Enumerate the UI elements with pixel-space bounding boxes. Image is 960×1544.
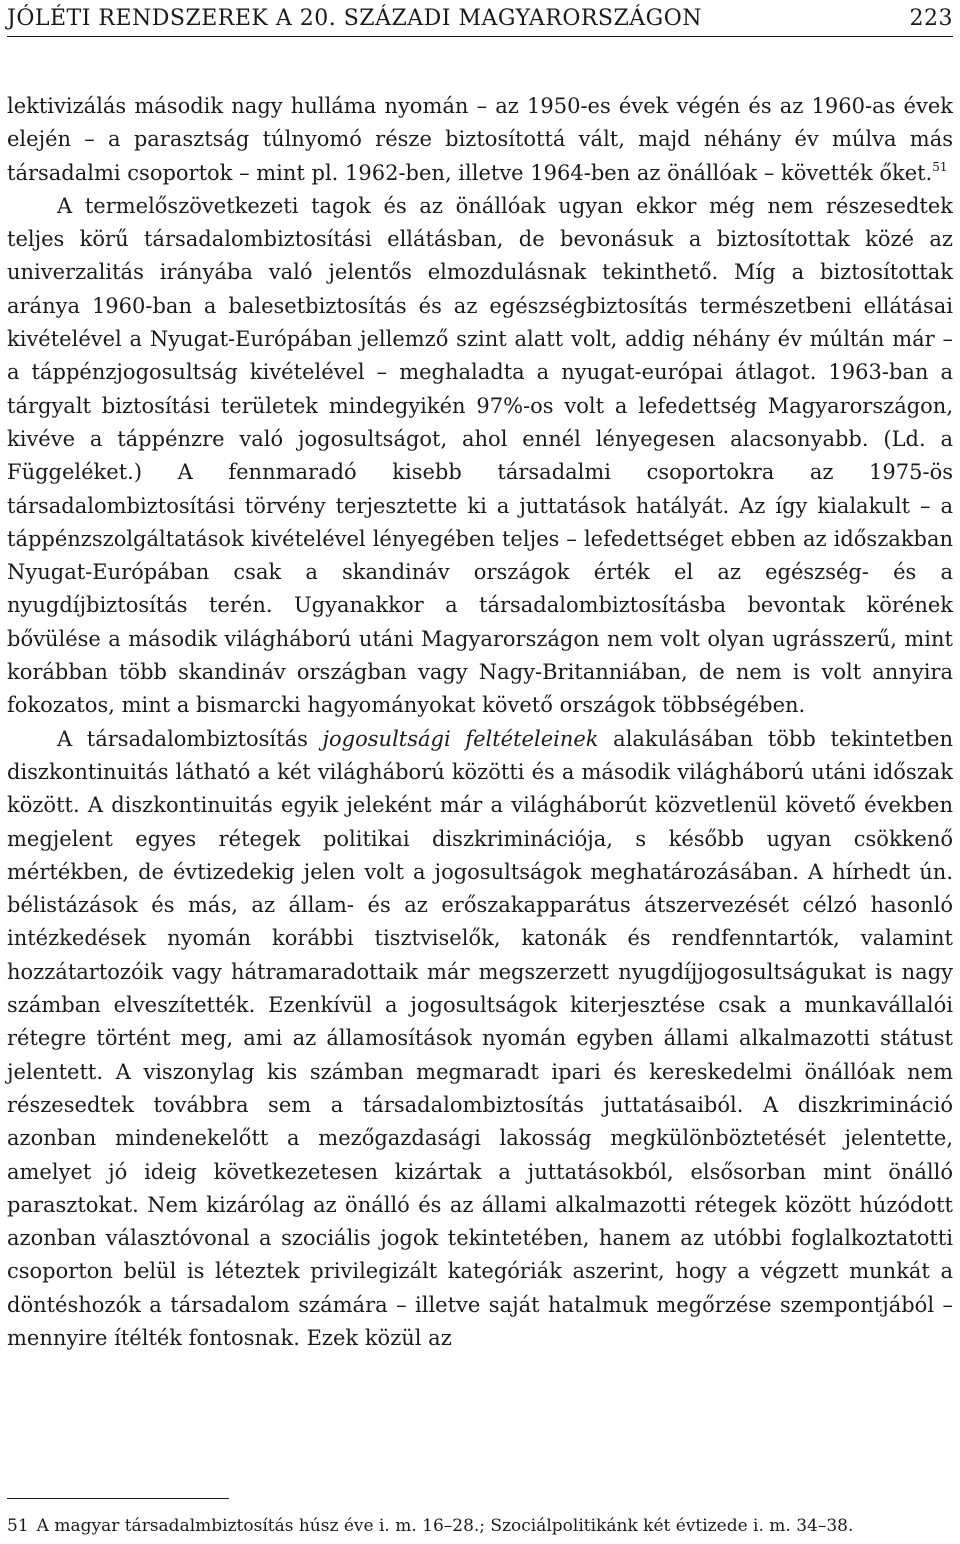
footnote-51 bbox=[7, 1515, 953, 1537]
footnote-reference[interactable]: 51 bbox=[932, 159, 948, 174]
footnote-text: A magyar társadalmbiztosítás húsz éve i. m. 16–28.; Szociálpolitikánk két évtizede i. m. 34–38. bbox=[36, 1516, 854, 1536]
footnote-number: 51 bbox=[7, 1516, 29, 1536]
paragraph-3-lead: A társadalombiztosítás bbox=[57, 726, 323, 751]
paragraph-3-rest: alakulásában több tekintetben diszkontinuitás látható a két világháború közötti és a második világháború utáni időszak között. A diszkontinuitás egyik jeleként már a világháborút közvetlenül követő években megjelent egyes rétegek politikai diszkriminációja, s később ugyan csökkenő mértékben, de évtizedekig jelen volt a jogosultságok meghatározásában. A hírhedt ún. bélistázások és más, az állam- és az erőszakapparátus átszervezését célzó hasonló intézkedések nyomán korábbi tisztviselők, katonák és rendfenntartók, valamint hozzátartozóik vagy hátramaradottaik már megszerzett nyugdíjjogosultságukat is nagy számban elveszítették. Ezenkívül a jogosultságok kiterjesztése csak a munkavállalói rétegre történt meg, ami az államosítások nyomán egyben állami alkalmazotti státust jelentett. A viszonylag kis számban megmaradt ipari és kereskedelmi önállóak nem részesedtek továbbra sem a társadalombiztosítás juttatásaiból. A diszkrimináció azonban mindenekelőtt a mezőgazdasági lakosság megkülönböztetését jelentette, amelyet jó ideig következetesen kizártak a juttatásokból, elsősorban mint önálló parasztokat. Nem kizárólag az önálló és az állami alkalmazotti rétegek között húzódott azonban választóvonal a szociális jogok tekintetében, hanem az utóbbi foglalkoztatotti csoporton belül is léteztek privilegizált kategóriák aszerint, hogy a végzett munkát a döntéshozók a társadalom számára – illetve saját hatalmuk megőrzése szempontjából – mennyire ítélték fontosnak. Ezek közül az bbox=[7, 726, 953, 1350]
paragraph-2: A termelőszövetkezeti tagok és az önállóak ugyan ekkor még nem részesedtek teljes körű társadalombiztosítási ellátásban, de bevonásuk a biztosítottak közé az univerzalitás irányába való jelentős elmozdulásnak tekinthető. Míg a biztosítottak aránya 1960-ban a balesetbiztosítás és az egészségbiztosítás természetbeni ellátásai kivételével a Nyugat-Európában jellemző szint alatt volt, addig néhány év múltán már – a táppénzjogosultság kivételével – meghaladta a nyugat-európai átlagot. 1963-ban a tárgyalt biztosítási területek mindegyikén 97%-os volt a lefedettség Magyarországon, kivéve a táppénzre való jogosultságot, ahol ennél lényegesen alacsonyabb. (Ld. a Függeléket.) A fennmaradó kisebb társadalmi csoportokra az 1975-ös társadalombiztosítási törvény terjesztette ki a juttatások hatályát. Az így kialakult – a táppénzszolgáltatások kivételével lényegében teljes – lefedettséget ebben az időszakban Nyugat-Európában csak a skandináv országok érték el az egészség- és a nyugdíjbiztosítás terén. Ugyanakkor a társadalombiztosításba bevontak körének bővülése a második világháború utáni Magyarországon nem volt olyan ugrásszerű, mint korábban több skandináv országban vagy Nagy-Britanniában, de nem is volt annyira fokozatos, mint a bismarcki hagyományokat követő országok többségében. bbox=[7, 193, 953, 718]
page-number: 223 bbox=[909, 6, 953, 31]
body-text bbox=[7, 90, 953, 1355]
footnote-divider bbox=[7, 1498, 229, 1499]
paragraph-3-emphasis: jogosultsági feltételeinek bbox=[322, 726, 599, 751]
running-title: JÓLÉTI RENDSZEREK A 20. SZÁZADI MAGYARORSZÁGON bbox=[7, 6, 703, 31]
paragraph-3 bbox=[7, 723, 953, 1356]
running-header bbox=[7, 4, 953, 37]
paragraph-1-text: lektivizálás második nagy hulláma nyomán – az 1950-es évek végén és az 1960-as évek elején – a parasztság túlnyomó része biztosítottá vált, majd néhány év múlva más társadalmi csoportok – mint pl. 1962-ben, illetve 1964-ben az önállóak – követték őket. bbox=[7, 94, 953, 185]
paragraph-continued bbox=[7, 90, 953, 190]
